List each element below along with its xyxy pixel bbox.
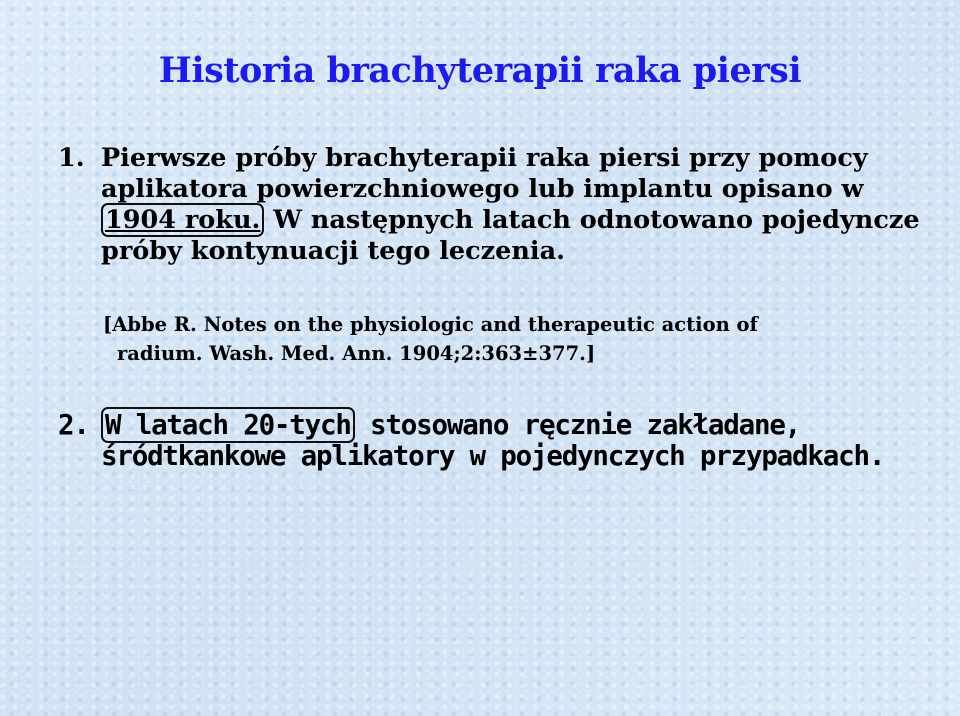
highlight-year-1904: 1904 roku. xyxy=(101,203,264,237)
list-item-2-text-after: stosowano ręcznie zakładane, śródtkankowe aplikatory w pojedynczych przypadkach. xyxy=(101,409,885,472)
reference-line-2: radium. Wash. Med. Ann. 1904;2:363±377.] xyxy=(117,342,596,365)
list-item-1-text-before: Pierwsze próby brachyterapii raka piersi przy pomocy aplikatora powierzchniowego lub implantu opisano w xyxy=(101,143,868,204)
list-item-1-text-after: W następnych latach odnotowano pojedyncze próby kontynuacji tego leczenia. xyxy=(101,205,920,266)
list-item-2-text xyxy=(101,410,948,472)
list-item-1 xyxy=(58,143,938,267)
slide-title: Historia brachyterapii raka piersi xyxy=(158,50,802,91)
reference-line-1: [Abbe R. Notes on the physiologic and therapeutic action of xyxy=(103,313,758,336)
list-item-2 xyxy=(58,410,948,472)
list-item-2-number: 2. xyxy=(58,409,89,441)
list-item-1-text xyxy=(101,143,938,267)
reference-citation xyxy=(103,310,913,368)
highlight-1920s: W latach 20-tych xyxy=(101,407,355,443)
list-item-1-number: 1. xyxy=(58,143,85,173)
